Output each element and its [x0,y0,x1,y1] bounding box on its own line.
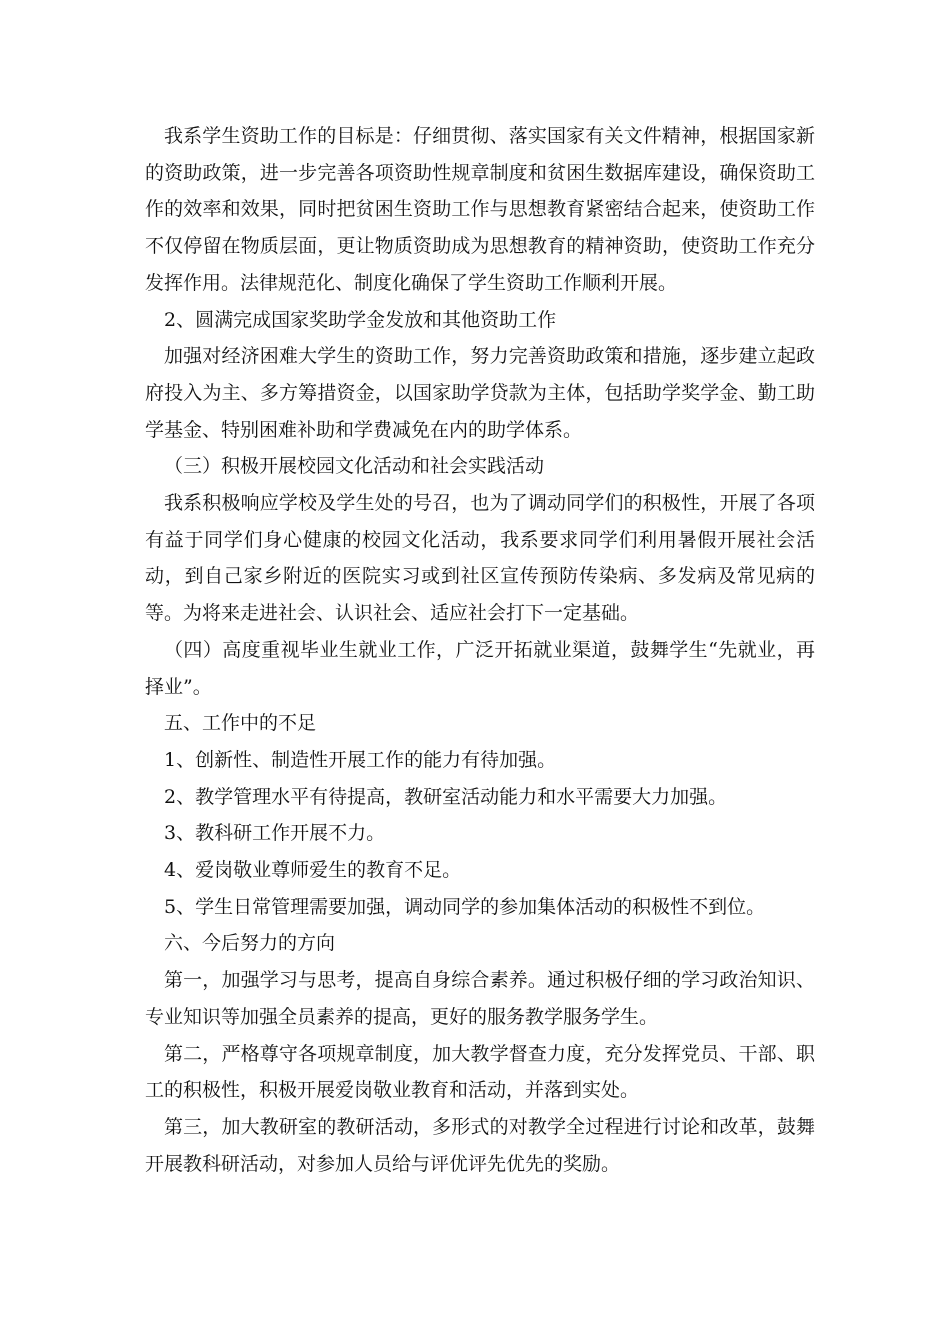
paragraph-shortcoming-1: 1、创新性、制造性开展工作的能力有待加强。 [164,748,557,771]
paragraph-direction-1: 第一，加强学习与思考，提高自身综合素养。通过积极仔细的学习政治知识、专业知识等加强全员素养的提高，更好的服务教学服务学生。 [145,969,815,1028]
paragraph-shortcoming-3: 3、教科研工作开展不力。 [164,822,386,845]
document-body [145,118,815,1182]
paragraph-direction-2: 第二，严格尊守各项规章制度，加大教学督查力度，充分发挥党员、干部、职工的积极性，积极开展爱岗敬业教育和活动，并落到实处。 [145,1042,815,1102]
paragraph-aid-system: 加强对经济困难大学生的资助工作，努力完善资助政策和措施，逐步建立起政府投入为主、多方筹措资金，以国家助学贷款为主体，包括助学奖学金、勤工助学基金、特别困难补助和学费减免在内的助学体系。 [145,345,815,441]
paragraph-heading-future-direction: 六、今后努力的方向 [164,932,336,955]
paragraph-direction-3: 第三，加大教研室的教研活动，多形式的对教学全过程进行讨论和改革，鼓舞开展教科研活动，对参加人员给与评优评先优先的奖励。 [145,1115,815,1175]
paragraph-campus-activities: 我系积极响应学校及学生处的号召，也为了调动同学们的积极性，开展了各项有益于同学们身心健康的校园文化活动，我系要求同学们利用暑假开展社会活动，到自己家乡附近的医院实习或到社区宣传预防传染病、多发病及常见病的等。为将来走进社会、认识社会、适应社会打下一定基础。 [145,492,815,625]
paragraph-shortcoming-2: 2、教学管理水平有待提高，教研室活动能力和水平需要大力加强。 [164,785,728,808]
paragraph-shortcoming-5: 5、学生日常管理需要加强，调动同学的参加集体活动的积极性不到位。 [164,895,766,918]
paragraph-heading-shortcomings: 五、工作中的不足 [164,712,317,735]
paragraph-heading-employment: （四）高度重视毕业生就业工作，广泛开拓就业渠道，鼓舞学生“先就业，再择业”。 [145,638,815,698]
paragraph-aid-goals: 我系学生资助工作的目标是：仔细贯彻、落实国家有关文件精神，根据国家新的资助政策，进一步完善各项资助性规章制度和贫困生数据库建设，确保资助工作的效率和效果，同时把贫困生资助工作与思想教育紧密结合起来，使资助工作不仅停留在物质层面，更让物质资助成为思想教育的精神资助，使资助工作充分发挥作用。法律规范化、制度化确保了学生资助工作顺利开展。 [145,125,815,294]
paragraph-heading-campus-culture: （三）积极开展校园文化活动和社会实践活动 [164,455,545,478]
paragraph-shortcoming-4: 4、爱岗敬业尊师爱生的教育不足。 [164,859,462,882]
paragraph-heading-scholarship: 2、圆满完成国家奖助学金发放和其他资助工作 [164,308,557,331]
